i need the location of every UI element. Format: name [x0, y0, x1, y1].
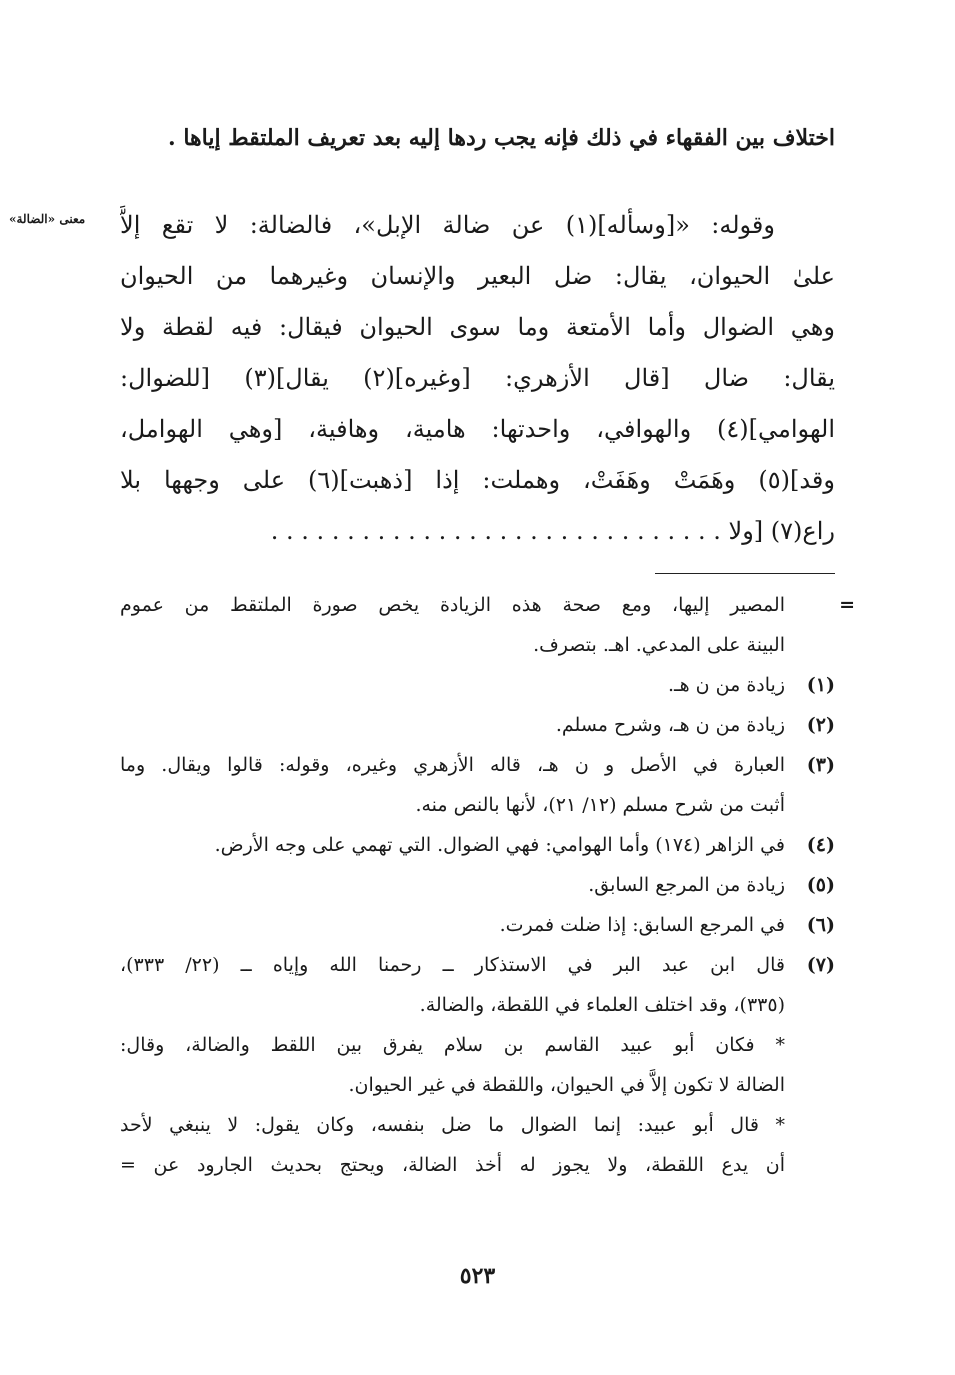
main-line: راع(٧) [ولا . . . . . . . . . . . . . . . . . . . . . . . . . . . . . . — [270, 517, 835, 545]
footnote-line: زيادة من المرجع السابق. — [588, 874, 785, 896]
footnote-number: (١) — [806, 674, 835, 696]
main-line: وقد](٥) وهَمَتْ وهَفَتْ، وهملت: إذا [ذهبت](٦) على وجهها بلا — [120, 466, 835, 494]
footnote-divider — [655, 573, 835, 574]
footnote-line: الضالة لا تكون إلاَّ في الحيوان، واللقطة في غير الحيوان. — [348, 1074, 785, 1096]
footnote-number: (٤) — [806, 834, 835, 856]
main-line: يقال: ضال [قال الأزهري: [وغيره](٢) يقال](٣) [للضوال: — [120, 364, 835, 392]
footnote-line: قال ابن عبد البر في الاستذكار ــ رحمنا الله وإياه ــ (٢٢/ ٣٣٣)، — [120, 954, 785, 976]
footnote-line: زيادة من ن هـ، وشرح مسلم. — [555, 714, 785, 736]
footnote-number: (٧) — [806, 954, 835, 976]
main-line: وقوله: «[وسأله](١) عن ضالة الإبل»، فالضالة: لا تقع إلاَّ — [120, 211, 775, 239]
main-line: الهوامي](٤) والهوافي، واحدتها: هامية، وهافية، [وهي الهوامل، — [120, 415, 835, 443]
footnote-number: (٦) — [806, 914, 835, 936]
footnote-4 — [120, 825, 835, 865]
footnote-line: أثبت من شرح مسلم (١٢/ ٢١)، لأنها بالنص منه. — [415, 794, 785, 816]
continuation-marker: = — [839, 594, 855, 616]
footnote-line: * فكان أبو عبيد القاسم بن سلام يفرق بين اللقط والضالة، وقال: — [120, 1034, 785, 1056]
footnote-6 — [120, 905, 835, 945]
footnote-line: العبارة في الأصل و ن هـ، قاله الأزهري وغيره، وقوله: قالوا ويقال. وما — [120, 754, 785, 776]
footnote-1 — [120, 665, 835, 705]
footnote-line: زيادة من ن هـ. — [667, 674, 785, 696]
footnote-line: أن يدع اللقطة، ولا يجوز له أخذ الضالة، ويحتج بحديث الجارود عن = — [120, 1154, 785, 1176]
footnote-line: البينة على المدعي. اهـ. بتصرف. — [533, 634, 785, 656]
footnotes — [120, 585, 855, 1185]
margin-note: معنى «الضالة» — [9, 212, 86, 226]
footnote-3 — [120, 745, 835, 825]
main-paragraph — [120, 200, 835, 557]
continuation-line: اختلاف بين الفقهاء في ذلك فإنه يجب ردها إليه بعد تعريف الملتقط إياها . — [168, 125, 835, 151]
footnote-number: (٥) — [806, 874, 835, 896]
footnote-number: (٢) — [806, 714, 835, 736]
footnote-line: المصير إليها، ومع صحة هذه الزيادة يخص صورة الملتقط من عموم — [120, 594, 785, 616]
footnote-line: في الزاهر (١٧٤) وأما الهوامي: فهي الضوال. التي تهمي على وجه الأرض. — [214, 834, 785, 856]
page-number: ٥٢٣ — [459, 1263, 496, 1289]
footnote-line: * قال أبو عبيد: إنما الضوال ما ضل بنفسه، وكان يقول: لا ينبغي لأحد — [120, 1114, 785, 1136]
footnote-number: (٣) — [806, 754, 835, 776]
footnote-7 — [120, 945, 835, 1185]
footnote-5 — [120, 865, 835, 905]
footnote-line: في المرجع السابق: إذا ضلت فمرت. — [499, 914, 785, 936]
main-line: وهي الضوال وأما الأمتعة وما سوى الحيوان فيقال: فيه لقطة ولا — [120, 313, 835, 341]
footnote-continuation — [120, 585, 855, 665]
footnote-2 — [120, 705, 835, 745]
main-line: علىٰ الحيوان، يقال: ضل البعير والإنسان وغيرهما من الحيوان — [120, 262, 835, 290]
footnote-line: (٣٣٥)، وقد اختلف العلماء في اللقطة، والضالة. — [419, 994, 785, 1016]
